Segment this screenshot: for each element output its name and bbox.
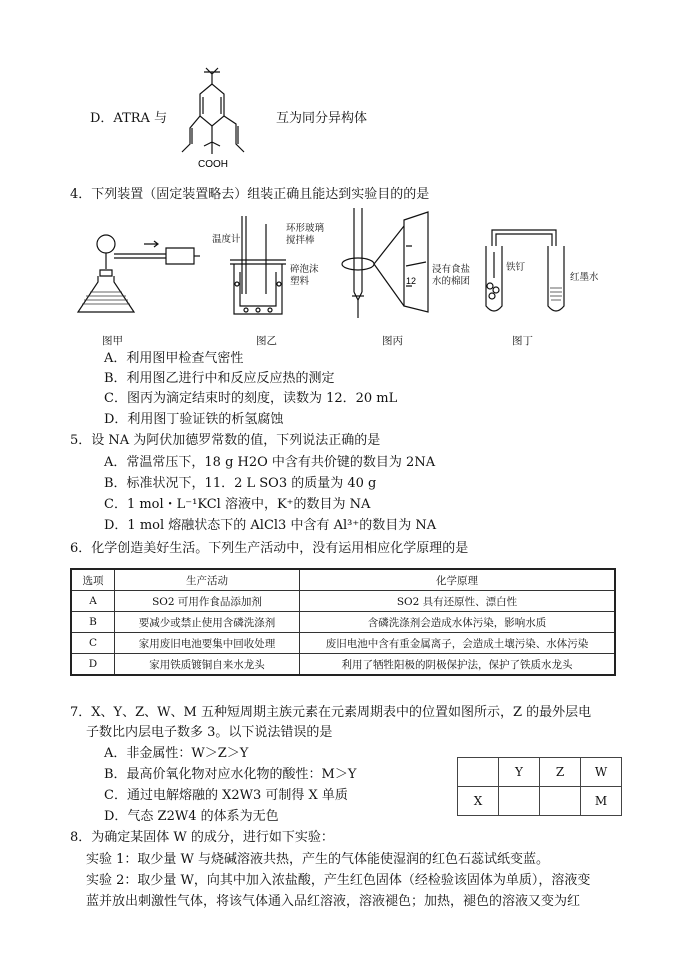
grid-row (458, 787, 622, 816)
cell-activity: SO2 可用作食品添加剂 (115, 591, 300, 612)
label-cotton-2: 水的棉团 (432, 276, 471, 287)
cell-principle: 废旧电池中含有重金属离子，会造成土壤污染、水体污染 (300, 633, 616, 654)
grid-cell: Z (540, 758, 581, 787)
cell-option: D (71, 654, 115, 676)
label-stirrer-2: 搅拌棒 (286, 235, 315, 246)
q4-option-c: C．图丙为滴定结束时的刻度，读数为 12．20 mL (104, 391, 398, 406)
q6-stem: 6．化学创造美好生活。下列生产活动中，没有运用相应化学原理的是 (70, 541, 469, 556)
table-row (71, 633, 615, 654)
q5-option-d: D．1 mol 熔融状态下的 AlCl3 中含有 Al³⁺的数目为 NA (104, 518, 437, 533)
q4-option-a: A．利用图甲检查气密性 (104, 351, 244, 366)
q7-stem-2: 子数比内层电子数多 3。以下说法错误的是 (86, 725, 333, 740)
table-header-row (71, 569, 615, 591)
table-row (71, 654, 615, 676)
label-nail: 铁钉 (506, 262, 526, 273)
grid-cell: Y (499, 758, 540, 787)
cell-option: C (71, 633, 115, 654)
cell-activity: 家用铁质镀铜自来水龙头 (115, 654, 300, 676)
grid-cell: M (581, 787, 622, 816)
q8-exp2-line1: 实验 2：取少量 W，向其中加入浓盐酸，产生红色固体（经检验该固体为单质），溶液变 (86, 873, 591, 888)
cell-principle: 含磷洗涤剂会造成水体污染，影响水质 (300, 612, 616, 633)
figure-ding (476, 216, 576, 320)
grid-row (458, 758, 622, 787)
q8-stem: 8．为确定某固体 W 的成分，进行如下实验： (70, 830, 334, 845)
grid-cell: W (581, 758, 622, 787)
label-ink: 红墨水 (570, 272, 599, 283)
figure-jia (70, 214, 200, 318)
grid-cell (540, 787, 581, 816)
col-header-option: 选项 (71, 569, 115, 591)
q5-stem: 5．设 NA 为阿伏加德罗常数的值，下列说法正确的是 (70, 433, 381, 448)
cell-principle: 利用了牺牲阳极的阴极保护法，保护了铁质水龙头 (300, 654, 616, 676)
grid-cell: X (458, 787, 499, 816)
q7-option-d: D．气态 Z2W4 的体系为无色 (104, 809, 279, 824)
q3-option-d-prefix: D．ATRA 与 (90, 111, 168, 126)
cell-activity: 要减少或禁止使用含磷洗涤剂 (115, 612, 300, 633)
label-foam-2: 塑料 (290, 276, 310, 287)
q4-option-d: D．利用图丁验证铁的析氢腐蚀 (104, 412, 284, 427)
atra-isomer-structure (176, 64, 266, 172)
figure-yi (228, 214, 288, 318)
figure-bing (340, 206, 430, 326)
q5-option-b: B．标准状况下，11．2 L SO3 的质量为 40 g (104, 476, 377, 491)
cooh-label: COOH (198, 159, 228, 170)
cell-activity: 家用废旧电池要集中回收处理 (115, 633, 300, 654)
label-cotton-1: 浸有食盐 (432, 264, 471, 275)
q5-option-a: A．常温常压下，18 g H2O 中含有共价键的数目为 2NA (104, 455, 436, 470)
label-stirrer-1: 环形玻璃 (286, 223, 325, 234)
caption-jia: 图甲 (102, 335, 123, 347)
caption-ding: 图丁 (512, 335, 533, 347)
q8-exp1: 实验 1：取少量 W 与烧碱溶液共热，产生的气体能使湿润的红色石蕊试纸变蓝。 (86, 852, 550, 867)
q7-option-c: C．通过电解熔融的 X2W3 可制得 X 单质 (104, 788, 348, 803)
q4-option-b: B．利用图乙进行中和反应反应热的测定 (104, 371, 335, 386)
q7-option-b: B．最高价氧化物对应水化物的酸性：M＞Y (104, 767, 357, 782)
grid-cell (499, 787, 540, 816)
table-row (71, 612, 615, 633)
q7-option-a: A．非金属性：W＞Z＞Y (104, 746, 249, 761)
grid-cell (458, 758, 499, 787)
cell-option: A (71, 591, 115, 612)
label-foam-1: 碎泡沫 (290, 264, 319, 275)
q7-stem-1: 7．X、Y、Z、W、M 五种短周期主族元素在元素周期表中的位置如图所示，Z 的最外层电 (70, 705, 592, 720)
cell-principle: SO2 具有还原性、漂白性 (300, 591, 616, 612)
q4-stem: 4．下列装置（固定装置略去）组装正确且能达到实验目的的是 (70, 187, 430, 202)
cell-option: B (71, 612, 115, 633)
caption-yi: 图乙 (256, 335, 277, 347)
tick-12-label: 12 (406, 276, 417, 286)
q3-option-d-suffix: 互为同分异构体 (276, 111, 368, 126)
col-header-activity: 生产活动 (115, 569, 300, 591)
q8-exp2-line2: 蓝并放出刺激性气体，将该气体通入品红溶液，溶液褪色；加热，褪色的溶液又变为红 (86, 894, 581, 909)
periodic-table-grid (457, 757, 622, 816)
caption-bing: 图丙 (382, 335, 403, 347)
q6-table (70, 568, 616, 676)
col-header-principle: 化学原理 (300, 569, 616, 591)
label-thermometer: 温度计 (212, 234, 241, 245)
q5-option-c: C．1 mol・L⁻¹KCl 溶液中，K⁺的数目为 NA (104, 497, 371, 512)
table-row (71, 591, 615, 612)
